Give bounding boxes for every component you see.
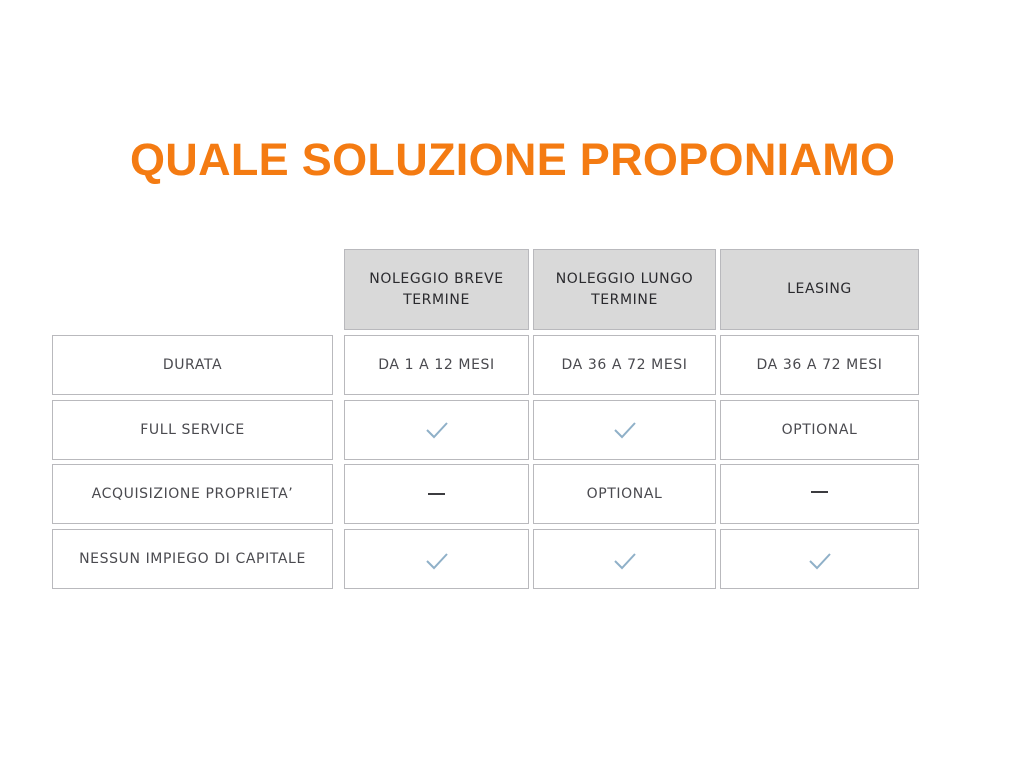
table-cell xyxy=(533,529,716,589)
row-label-full-service xyxy=(52,400,333,460)
cell-value: DA 36 A 72 MESI xyxy=(561,356,688,373)
check-icon xyxy=(425,552,449,570)
dash-icon xyxy=(428,493,445,495)
row-label-durata xyxy=(52,335,333,395)
dash-icon xyxy=(811,491,828,493)
table-cell xyxy=(720,529,919,589)
table-cell xyxy=(533,400,716,460)
table-cell xyxy=(344,335,529,395)
row-label-nessun-impiego-di-capitale xyxy=(52,529,333,589)
column-header-long-term-rental xyxy=(533,249,716,330)
table-cell xyxy=(344,400,529,460)
column-header-label: NOLEGGIO LUNGO TERMINE xyxy=(555,270,694,308)
table-cell xyxy=(720,335,919,395)
check-icon xyxy=(808,552,832,570)
check-icon xyxy=(425,421,449,439)
cell-value: OPTIONAL xyxy=(781,421,858,438)
column-header-label: NOLEGGIO BREVE TERMINE xyxy=(369,270,504,308)
column-header-short-term-rental xyxy=(344,249,529,330)
page-title: QUALE SOLUZIONE PROPONIAMO xyxy=(130,134,896,185)
column-header-leasing xyxy=(720,249,919,330)
row-label: ACQUISIZIONE PROPRIETA’ xyxy=(91,485,294,502)
table-cell xyxy=(533,464,716,524)
row-label: NESSUN IMPIEGO DI CAPITALE xyxy=(79,550,306,567)
column-header-label: LEASING xyxy=(787,281,852,297)
cell-value: DA 36 A 72 MESI xyxy=(756,356,883,373)
table-cell xyxy=(344,464,529,524)
check-icon xyxy=(613,421,637,439)
table-cell xyxy=(344,529,529,589)
cell-value: DA 1 A 12 MESI xyxy=(378,356,495,373)
row-label-acquisizione-proprieta xyxy=(52,464,333,524)
table-cell xyxy=(720,464,919,524)
table-cell xyxy=(533,335,716,395)
check-icon xyxy=(613,552,637,570)
cell-value: OPTIONAL xyxy=(586,485,663,502)
table-cell xyxy=(720,400,919,460)
row-label: FULL SERVICE xyxy=(140,421,245,438)
row-label: DURATA xyxy=(162,356,223,373)
